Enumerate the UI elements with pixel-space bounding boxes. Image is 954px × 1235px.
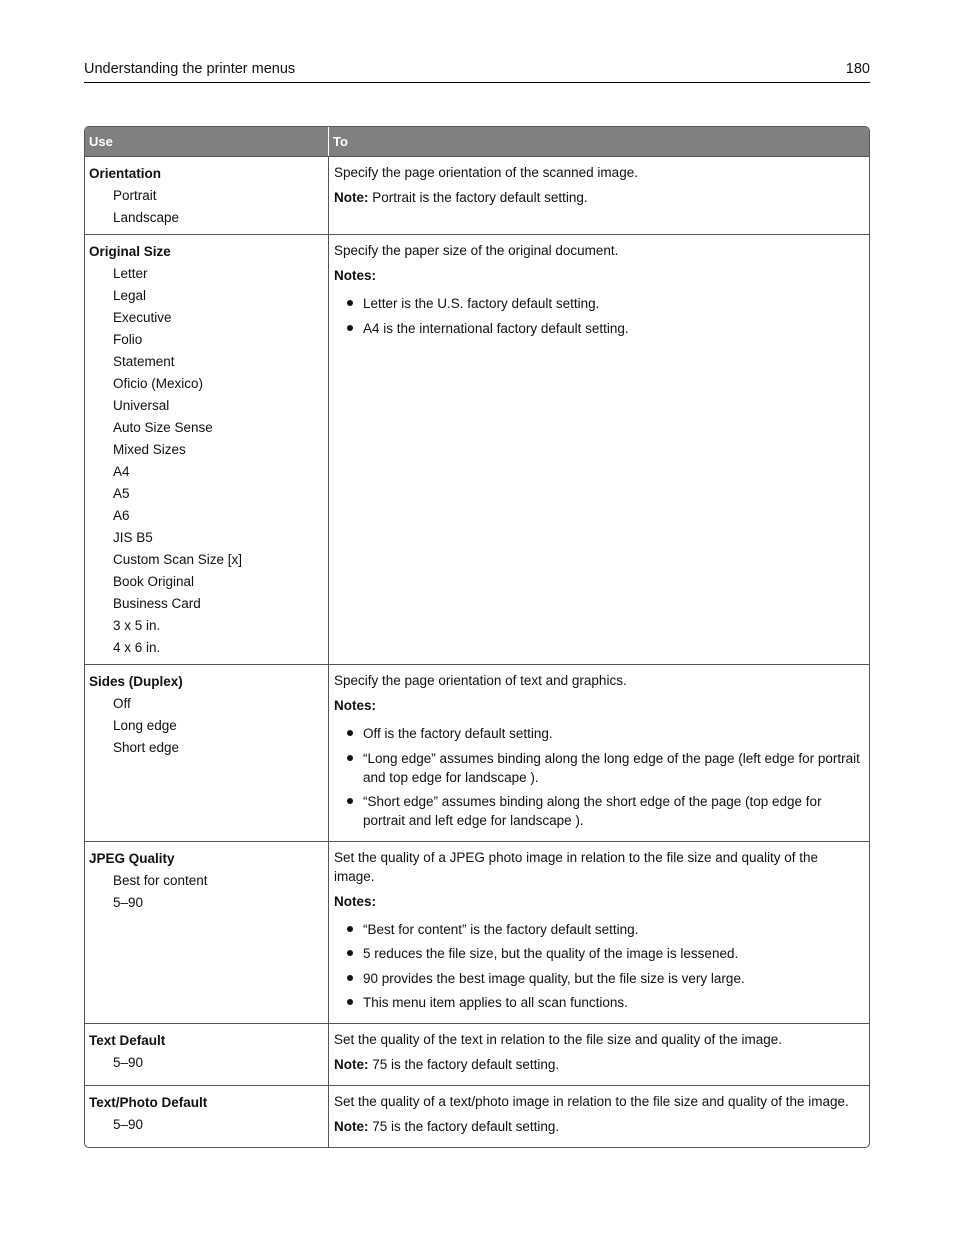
menu-option: Landscape (113, 210, 180, 225)
menu-option: 5–90 (113, 1054, 144, 1070)
note-bullet: “Short edge” assumes binding along the short edge of the page (top edge for portrait and left edge for landscape ). (334, 792, 861, 830)
table-row (85, 234, 869, 664)
description: Specify the paper size of the original document. (334, 243, 619, 258)
use-cell (85, 1086, 329, 1147)
menu-item-title: Text Default (89, 1032, 166, 1048)
use-cell (85, 157, 329, 234)
menu-option: Statement (113, 354, 175, 369)
table-row (85, 1023, 869, 1085)
page-header (84, 60, 870, 83)
menu-item-title: Orientation (89, 166, 162, 181)
to-cell (329, 842, 869, 1023)
menu-option: JIS B5 (113, 530, 153, 545)
notes-label: Notes: (334, 268, 377, 283)
description: Specify the page orientation of the scanned image. (334, 165, 638, 180)
note-label: Note: (334, 1056, 369, 1072)
menu-option: Mixed Sizes (113, 442, 186, 457)
menu-option: 5–90 (113, 1116, 144, 1132)
table-row (85, 1085, 869, 1147)
notes-label: Notes: (334, 893, 377, 909)
note-bullet: “Best for content” is the factory default setting. (334, 920, 861, 939)
note (334, 1117, 861, 1136)
menu-option: A5 (113, 486, 130, 501)
to-cell (329, 157, 869, 234)
note-bullet: Letter is the U.S. factory default setting. (334, 294, 861, 313)
menu-option: Short edge (113, 740, 180, 755)
header-title: Understanding the printer menus (84, 61, 296, 77)
menu-option: Letter (113, 266, 148, 281)
menu-option: Off (113, 696, 131, 711)
to-cell (329, 665, 869, 841)
menu-option: Long edge (113, 718, 177, 733)
page-number: 180 (845, 61, 870, 77)
note-bullet: Off is the factory default setting. (334, 724, 861, 743)
note-label: Note: (334, 190, 369, 205)
menu-option: Business Card (113, 596, 201, 611)
menu-item-title: Text/Photo Default (89, 1094, 208, 1110)
menu-option: Legal (113, 288, 147, 303)
menu-option: Folio (113, 332, 143, 347)
menu-option: Universal (113, 398, 170, 413)
column-header-use: Use (85, 127, 329, 156)
note-text: Portrait is the factory default setting. (368, 190, 588, 205)
menu-table (84, 126, 870, 1148)
description: Specify the page orientation of text and graphics. (334, 673, 627, 688)
menu-option: 5–90 (113, 894, 144, 910)
table-row (85, 156, 869, 234)
note-bullet: This menu item applies to all scan functions. (334, 993, 861, 1012)
notes-label: Notes: (334, 698, 377, 713)
menu-option: 4 x 6 in. (113, 640, 161, 655)
use-cell (85, 1024, 329, 1085)
note-text: 75 is the factory default setting. (368, 1056, 560, 1072)
table-header (85, 127, 869, 156)
note-bullet: “Long edge” assumes binding along the long edge of the page (left edge for portrait and top edge for landscape ). (334, 749, 861, 787)
menu-option: Custom Scan Size [x] (113, 552, 243, 567)
menu-option: Executive (113, 310, 172, 325)
menu-item-title: Original Size (89, 244, 171, 259)
description: Set the quality of a JPEG photo image in relation to the file size and quality of the image. (334, 849, 819, 884)
table-row (85, 664, 869, 841)
description: Set the quality of the text in relation to the file size and quality of the image. (334, 1031, 783, 1047)
menu-option: A6 (113, 508, 130, 523)
use-cell (85, 235, 329, 664)
column-header-to: To (333, 134, 348, 149)
menu-item-title: JPEG Quality (89, 850, 175, 866)
menu-option: Book Original (113, 574, 195, 589)
description: Set the quality of a text/photo image in relation to the file size and quality of the image. (334, 1093, 849, 1109)
note-bullet: 90 provides the best image quality, but the file size is very large. (334, 969, 861, 988)
menu-item-title: Sides (Duplex) (89, 674, 183, 689)
note (334, 188, 861, 207)
use-cell (85, 842, 329, 1023)
to-cell (329, 235, 869, 664)
menu-option: A4 (113, 464, 130, 479)
to-cell (329, 1086, 869, 1147)
note-bullet: A4 is the international factory default setting. (334, 319, 861, 338)
note-label: Note: (334, 1118, 369, 1134)
menu-option: 3 x 5 in. (113, 618, 161, 633)
use-cell (85, 665, 329, 841)
menu-option: Portrait (113, 188, 157, 203)
note-text: 75 is the factory default setting. (368, 1118, 560, 1134)
table-row (85, 841, 869, 1023)
note-bullet: 5 reduces the file size, but the quality of the image is lessened. (334, 944, 861, 963)
note (334, 1055, 861, 1074)
menu-option: Auto Size Sense (113, 420, 213, 435)
menu-option: Oficio (Mexico) (113, 376, 204, 391)
to-cell (329, 1024, 869, 1085)
menu-option: Best for content (113, 872, 208, 888)
